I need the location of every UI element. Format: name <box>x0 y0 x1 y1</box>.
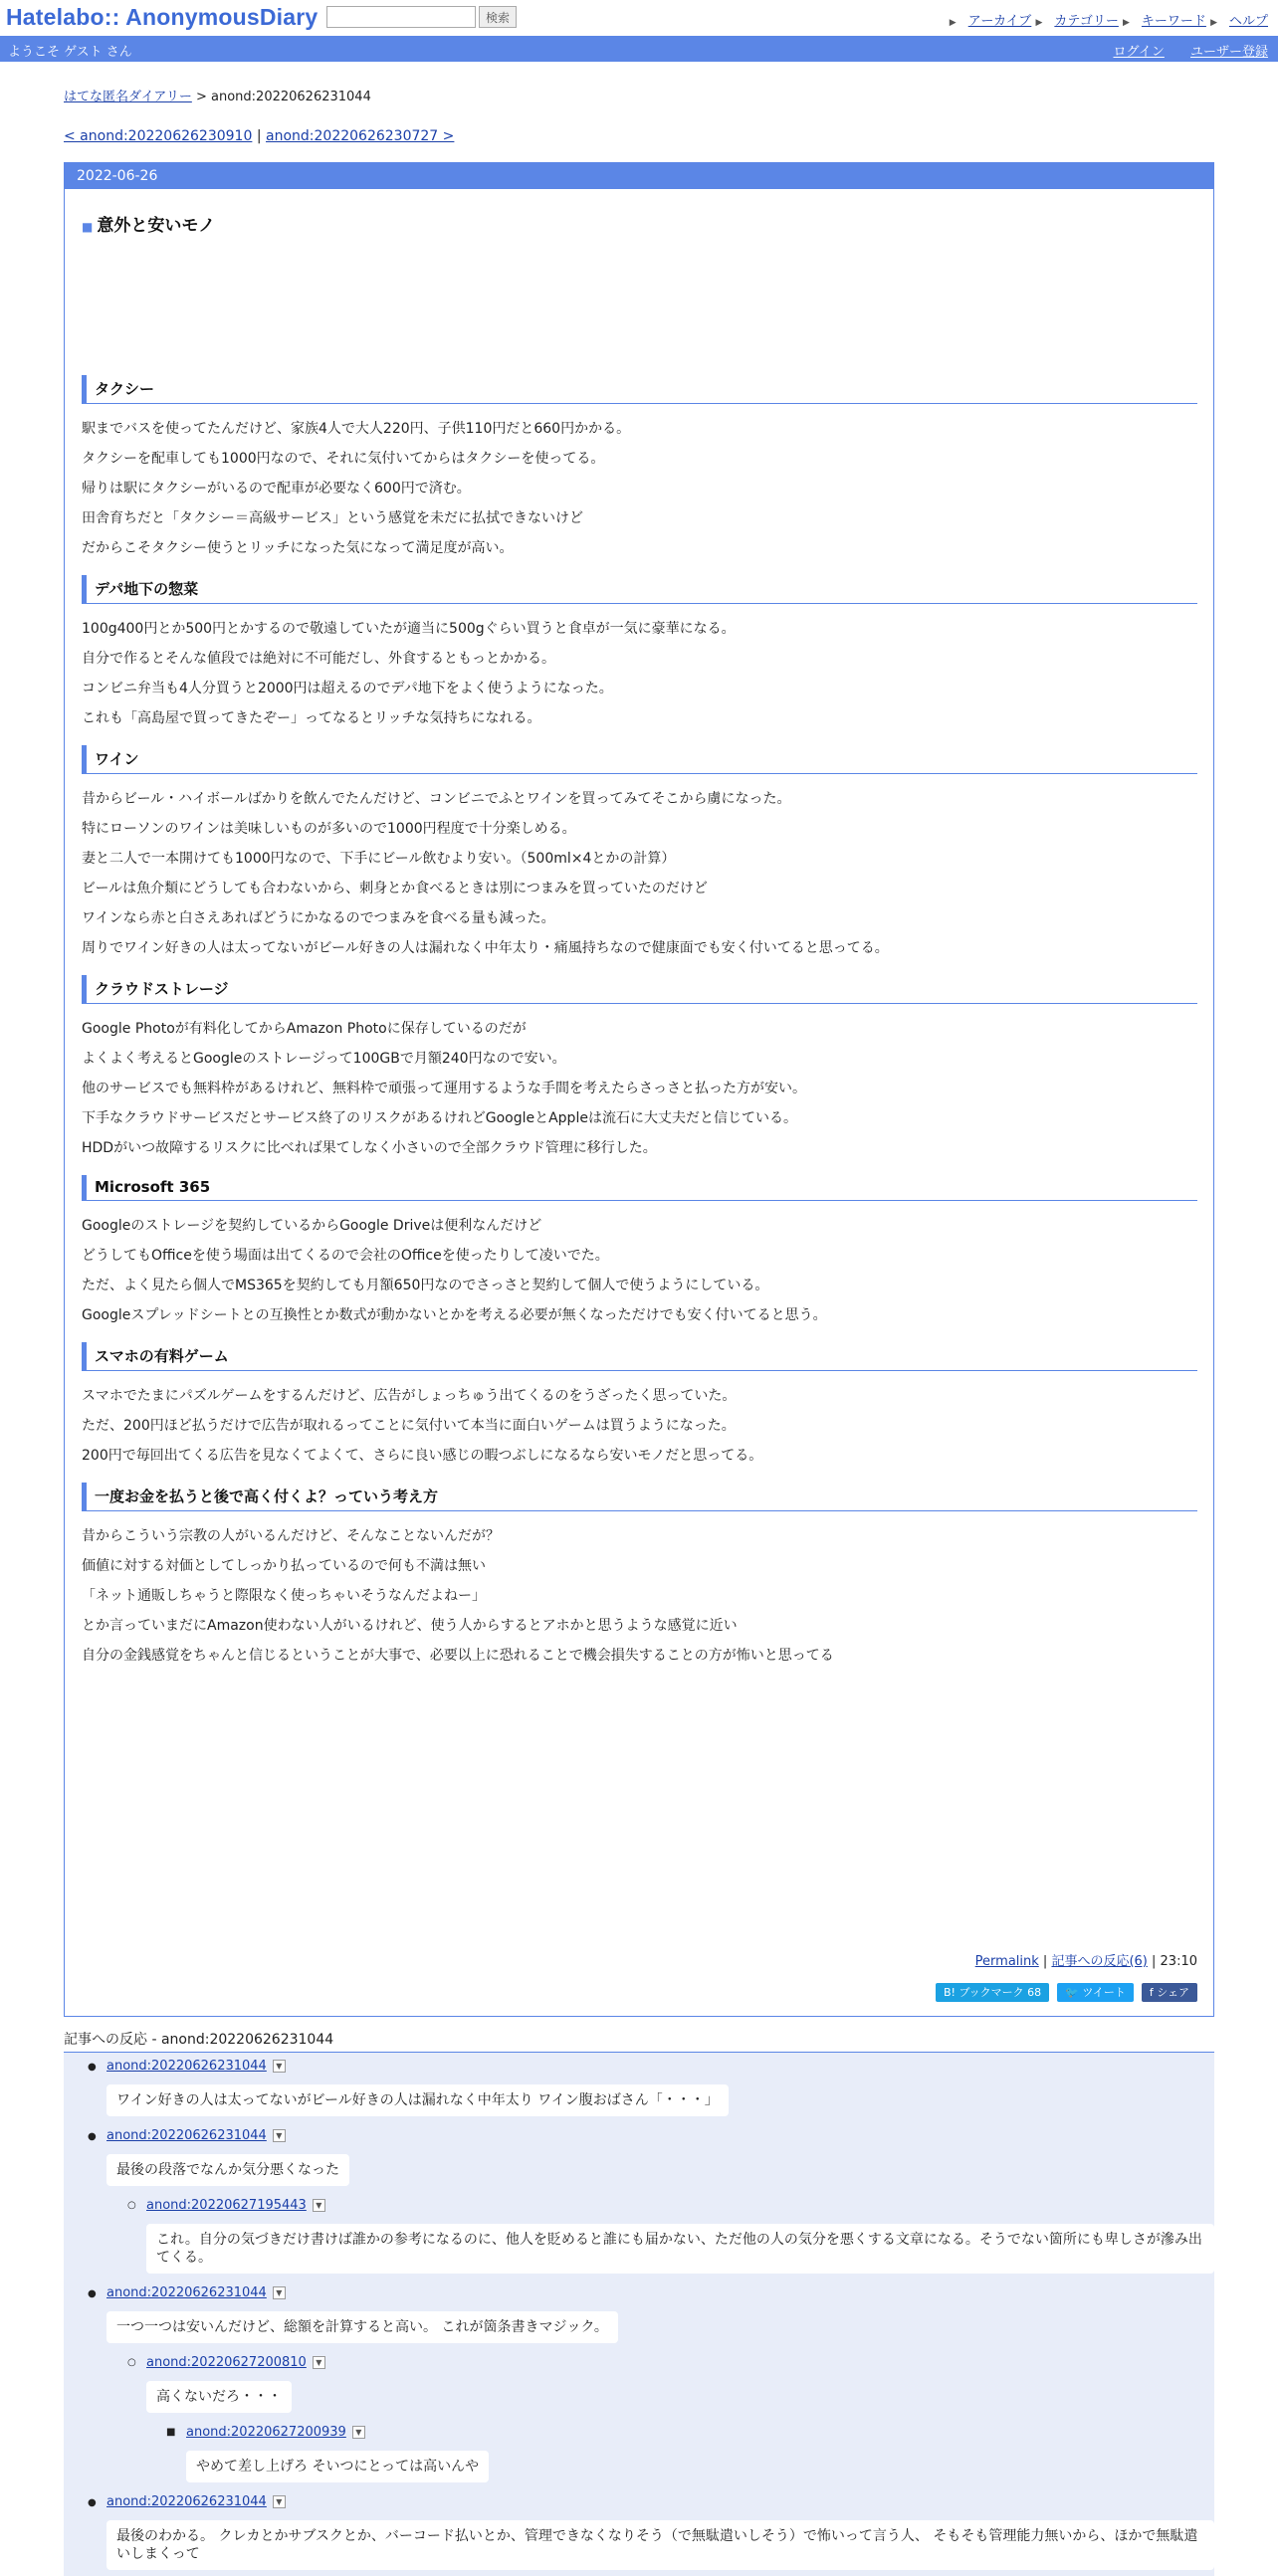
search-input[interactable] <box>326 6 476 28</box>
bullet-icon: ● <box>88 2288 97 2299</box>
section-line: コンビニ弁当も4人分買うと2000円は超えるのでデパ地下をよく使うようになった。 <box>82 681 613 696</box>
nav-category-link[interactable]: カテゴリー <box>1054 14 1119 29</box>
reaction-text: 高くないだろ・・・ <box>146 2381 292 2413</box>
section-line: 自分で作るとそんな値段では絶対に不可能だし、外食するともっとかかる。 <box>82 651 555 667</box>
search-button[interactable]: 検索 <box>479 6 517 28</box>
reactions-title: 記事への反応 - anond:20220626231044 <box>64 2029 1214 2053</box>
section-line: 駅までバスを使ってたんだけど、家族4人で大人220円、子供110円だと660円かかる。 <box>82 421 631 437</box>
reaction-link[interactable]: anond:20220627200810 <box>146 2355 307 2370</box>
entry-time: 23:10 <box>1160 1954 1197 1969</box>
section-heading-wrap <box>82 1163 1197 1211</box>
reaction-item <box>64 2059 1214 2116</box>
reaction-head <box>106 2059 1214 2079</box>
section-line: Googleスプレッドシートとの互換性とか数式が動かないとかを考える必要が無くなっただけでも安く付いてると思う。 <box>82 1307 827 1323</box>
section-line: 価値に対する対価としてしっかり払っているので何も不満は無い <box>82 1558 486 1574</box>
chevron-down-icon[interactable]: ▼ <box>273 2286 286 2299</box>
article-section <box>82 363 1197 563</box>
section-line: スマホでたまにパズルゲームをするんだけど、広告がしょっちゅう出てくるのをうざったく思っていた。 <box>82 1388 737 1404</box>
chevron-down-icon[interactable]: ▼ <box>313 2199 325 2212</box>
prev-entry-link[interactable]: < anond:20220626230910 <box>64 128 253 144</box>
article-section <box>82 1471 1197 1671</box>
section-line: よくよく考えるとGoogleのストレージって100GBで月額240円なので安い。 <box>82 1051 566 1067</box>
nav-arrow-icon: ▶ <box>1122 18 1130 28</box>
user-bar <box>0 36 1278 62</box>
next-entry-link[interactable]: anond:20220626230727 > <box>266 128 455 144</box>
site-logo[interactable]: Hatelabo:: AnonymousDiary <box>6 4 319 30</box>
section-heading: クラウドストレージ <box>82 975 1197 1004</box>
section-line: ワインなら赤と白さえあればどうにかなるのでつまみを食べる量も減った。 <box>82 910 555 926</box>
section-line: ただ、200円ほど払うだけで広告が取れるってことに気付いて本当に面白いゲームは買うようになった。 <box>82 1418 736 1434</box>
footer-separator: | <box>1147 1954 1161 1969</box>
article-title <box>82 211 1197 236</box>
section-line: 200円で毎回出てくる広告を見なくてよくて、さらに良い感じの暇つぶしになるなら安いモノだと思ってる。 <box>82 1448 763 1464</box>
chevron-down-icon[interactable]: ▼ <box>273 2129 286 2142</box>
section-heading: 一度お金を払うと後で高く付くよ？っていう考え方 <box>82 1483 1197 1511</box>
section-heading-wrap <box>82 1471 1197 1521</box>
section-line: 周りでワイン好きの人は太ってないがビール好きの人は漏れなく中年太り・痛風持ちなので健康面でも安く付いてると思ってる。 <box>82 940 889 956</box>
reactions-list <box>64 2059 1214 2570</box>
permalink-link[interactable]: Permalink <box>974 1954 1039 1969</box>
bullet-icon: ● <box>88 2062 97 2073</box>
section-line: 自分の金銭感覚をちゃんと信じるということが大事で、必要以上に恐れることで機会損失することの方が怖いと思ってる <box>82 1648 834 1664</box>
bullet-icon: ● <box>88 2131 97 2142</box>
share-buttons <box>936 1983 1197 2002</box>
section-heading: デパ地下の惣菜 <box>82 575 1197 604</box>
breadcrumb-separator: > <box>191 90 212 104</box>
reaction-link[interactable]: anond:20220626231044 <box>106 2285 267 2300</box>
section-line: ビールは魚介類にどうしても合わないから、刺身とか食べるときは別につまみを買っていたのだけど <box>82 881 708 896</box>
reaction-link[interactable]: anond:20220627200939 <box>186 2425 346 2440</box>
section-heading: Microsoft 365 <box>82 1175 1197 1201</box>
article-sections <box>82 363 1197 1671</box>
prev-next-separator: | <box>252 128 267 144</box>
section-line: どうしてもOfficeを使う場面は出てくるので会社のOfficeを使ったりして凌いでた。 <box>82 1248 609 1264</box>
entry-footer <box>975 1950 1197 1969</box>
diary-day <box>64 162 1214 2017</box>
footer-separator: | <box>1038 1954 1052 1969</box>
section-heading: タクシー <box>82 375 1197 404</box>
reaction-head <box>106 2494 1214 2514</box>
section-line: とか言っていまだにAmazon使わない人がいるけれど、使う人からするとアホかと思うような感覚に近い <box>82 1618 738 1634</box>
section-line: これも「高島屋で買ってきたぞー」ってなるとリッチな気持ちになれる。 <box>82 710 541 726</box>
welcome-text: ようこそ ゲスト さん <box>8 45 132 60</box>
section-line: HDDがいつ故障するリスクに比べれば果てしなく小さいので全部クラウド管理に移行した。 <box>82 1140 657 1156</box>
tweet-button[interactable] <box>1057 1983 1134 2002</box>
section-line: Google Photoが有料化してからAmazon Photoに保存しているのだが <box>82 1021 527 1037</box>
reaction-text: ワイン好きの人は太ってないがビール好きの人は漏れなく中年太り ワイン腹おばさん「・・・」 <box>106 2084 729 2116</box>
top-nav <box>950 10 1268 29</box>
reaction-link[interactable]: anond:20220626231044 <box>106 2059 267 2074</box>
reaction-item <box>64 2285 1214 2343</box>
article-section <box>82 563 1197 733</box>
reaction-head <box>146 2355 1214 2375</box>
reaction-text: 最後の段落でなんか気分悪くなった <box>106 2154 349 2186</box>
hatena-bookmark-button[interactable]: B! ブックマーク 68 <box>936 1983 1049 2002</box>
breadcrumb <box>64 86 1214 104</box>
section-heading-wrap <box>82 563 1197 614</box>
section-line: だからこそタクシー使うとリッチになった気になって満足度が高い。 <box>82 540 514 556</box>
article-section <box>82 1330 1197 1471</box>
bullet-icon: ○ <box>127 2200 136 2211</box>
login-link[interactable]: ログイン <box>1113 45 1165 60</box>
reaction-head <box>106 2128 1214 2148</box>
nav-arrow-icon: ▶ <box>1035 18 1043 28</box>
reactions-link[interactable]: 記事への反応(6) <box>1051 1954 1148 1969</box>
nav-arrow-icon: ▶ <box>1210 18 1217 28</box>
reaction-head <box>186 2425 1214 2445</box>
section-line: タクシーを配車しても1000円なので、それに気付いてからはタクシーを使ってる。 <box>82 451 605 467</box>
breadcrumb-home-link[interactable]: はてな匿名ダイアリー <box>64 90 192 104</box>
section-line: 下手なクラウドサービスだとサービス終了のリスクがあるけれどGoogleとAppleは流石に大丈夫だと信じている。 <box>82 1110 797 1126</box>
square-icon: ■ <box>82 220 94 234</box>
reaction-item <box>64 2198 1214 2274</box>
section-line: 田舎育ちだと「タクシー＝高級サービス」という感覚を未だに払拭できないけど <box>82 510 583 526</box>
main-content <box>64 86 1214 2576</box>
twitter-bird-icon: 🐦 <box>1065 1986 1083 1999</box>
reaction-link[interactable]: anond:20220627195443 <box>146 2198 307 2213</box>
section-line: 帰りは駅にタクシーがいるので配車が必要なく600円で済む。 <box>82 481 471 496</box>
nav-help-link[interactable]: ヘルプ <box>1228 14 1268 29</box>
chevron-down-icon[interactable]: ▼ <box>273 2495 286 2508</box>
prev-next-nav <box>64 128 1214 144</box>
reaction-link[interactable]: anond:20220626231044 <box>106 2128 267 2143</box>
facebook-icon: f <box>1149 1986 1158 1999</box>
section-heading-wrap <box>82 363 1197 414</box>
section-line: 「ネット通販しちゃうと際限なく使っちゃいそうなんだよねー」 <box>82 1588 486 1604</box>
section-line: 妻と二人で一本開けても1000円なので、下手にビール飲むより安い。（500ml×4とかの計算） <box>82 851 676 867</box>
reactions-list-container <box>64 2053 1214 2576</box>
article-section <box>82 963 1197 1163</box>
article-section <box>82 733 1197 963</box>
reaction-head <box>146 2198 1214 2218</box>
bullet-icon: ○ <box>127 2357 136 2368</box>
section-heading: ワイン <box>82 745 1197 774</box>
reaction-text: やめて差し上げろ そいつにとっては高いんや <box>186 2451 489 2482</box>
reaction-text: 一つ一つは安いんだけど、総額を計算すると高い。 これが箇条書きマジック。 <box>106 2311 618 2343</box>
reaction-text: これ。自分の気づきだけ書けば誰かの参考になるのに、他人を貶めると誰にも届かない、ただ他の人の気分を悪くする文章になる。そうでない箇所にも卑しさが滲み出てくる。 <box>146 2224 1214 2274</box>
chevron-down-icon[interactable]: ▼ <box>273 2060 286 2073</box>
article-title-text: 意外と安いモノ <box>97 216 216 236</box>
section-line: 100g400円とか500円とかするので敬遠していたが適当に500gぐらい買うと食卓が一気に豪華になる。 <box>82 621 736 637</box>
breadcrumb-current: anond:20220626231044 <box>211 90 371 104</box>
reactions-section <box>64 2029 1214 2576</box>
nav-keyword-link[interactable]: キーワード <box>1141 14 1206 29</box>
section-heading-wrap <box>82 733 1197 784</box>
reaction-item <box>64 2355 1214 2413</box>
article-body <box>65 211 1213 1671</box>
article-section <box>82 1163 1197 1330</box>
section-line: 昔からこういう宗教の人がいるんだけど、そんなことないんだが？ <box>82 1528 500 1544</box>
reaction-item <box>64 2128 1214 2186</box>
section-heading: スマホの有料ゲーム <box>82 1342 1197 1371</box>
reaction-text: 最後のわかる。 クレカとかサブスクとか、バーコード払いとか、管理できなくなりそう（で無駄遣いしそう）で怖いって言う人、 そもそも管理能力無いから、ほかで無駄遣いしまくって <box>106 2520 1214 2570</box>
section-line: 他のサービスでも無料枠があるけれど、無料枠で頑張って運用するような手間を考えたらさっさと払った方が安い。 <box>82 1081 806 1096</box>
reaction-item <box>64 2425 1214 2482</box>
register-link[interactable]: ユーザー登録 <box>1189 45 1268 60</box>
chevron-down-icon[interactable]: ▼ <box>313 2356 325 2369</box>
bullet-icon: ● <box>88 2497 97 2508</box>
section-line: 特にローソンのワインは美味しいものが多いので1000円程度で十分楽しめる。 <box>82 821 576 837</box>
day-date: 2022-06-26 <box>65 163 1213 189</box>
reaction-item <box>64 2494 1214 2570</box>
reaction-head <box>106 2285 1214 2305</box>
facebook-share-button[interactable] <box>1142 1983 1197 2002</box>
facebook-share-label: シェア <box>1157 1986 1189 1999</box>
bullet-icon: ■ <box>166 2427 176 2438</box>
section-line: ただ、よく見たら個人でMS365を契約しても月額650円なのでさっさと契約して個人で使うようにしている。 <box>82 1278 769 1293</box>
section-heading-wrap <box>82 1330 1197 1381</box>
nav-archive-link[interactable]: アーカイブ <box>967 14 1032 29</box>
section-line: 昔からビール・ハイボールばかりを飲んでたんだけど、コンビニでふとワインを買ってみてそこから虜になった。 <box>82 791 791 807</box>
tweet-label: ツイート <box>1082 1986 1126 1999</box>
reaction-link[interactable]: anond:20220626231044 <box>106 2494 267 2509</box>
top-header <box>0 0 1278 36</box>
nav-arrow-icon: ▶ <box>949 18 957 28</box>
section-heading-wrap <box>82 963 1197 1014</box>
chevron-down-icon[interactable]: ▼ <box>352 2426 365 2439</box>
section-line: Googleのストレージを契約しているからGoogle Driveは便利なんだけど <box>82 1218 542 1234</box>
